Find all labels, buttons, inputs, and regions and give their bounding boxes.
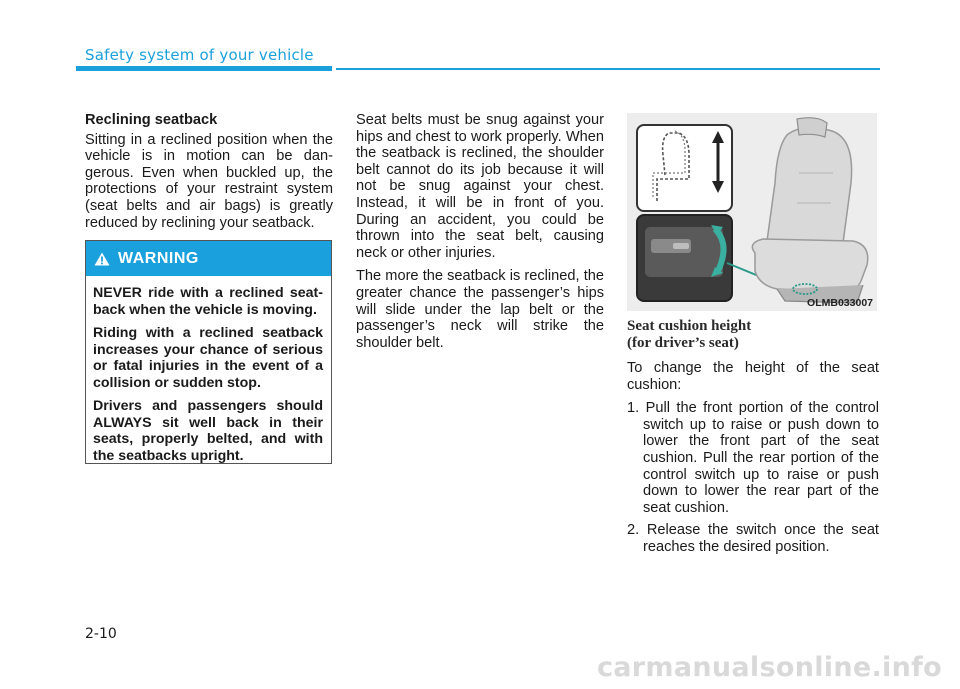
- right-column: [627, 318, 879, 562]
- seat-cushion-heading: [627, 318, 879, 352]
- warning-text-1: NEVER ride with a reclined seat- back when the vehicle is moving.: [93, 285, 323, 318]
- seat-cushion-heading-line2: (for driver’s seat): [627, 335, 739, 351]
- seat-cushion-heading-line1: Seat cushion height: [627, 318, 752, 334]
- step-item-2: 2. Release the switch once the seat reaches the desired position.: [627, 522, 879, 555]
- reclining-seatback-text: Sitting in a reclined position when the vehicle is in motion can be dan- gerous. Even when buckled up, the protections of your restraint system (seat belts and air bags) is greatly reduced by reclining your seatback.: [85, 131, 333, 231]
- warning-text-2: Riding with a reclined seatback increases your chance of serious or fatal injuries in the event of a collision or sudden stop.: [93, 325, 323, 391]
- header-rule-thick: [76, 66, 332, 71]
- warning-text-3: Drivers and passengers should ALWAYS sit well back in their seats, properly belted, and with the seatbacks upright.: [93, 398, 323, 464]
- figure-code: OLMB033007: [807, 297, 873, 309]
- page-number: 2-10: [85, 626, 117, 642]
- warning-triangle-icon: [94, 252, 110, 266]
- seat-cushion-steps: [627, 400, 879, 555]
- reclining-seatback-heading: Reclining seatback: [85, 112, 218, 128]
- seat-illustration: [627, 113, 877, 311]
- watermark: carmanualsonline.info: [596, 652, 942, 683]
- seat-belt-paragraph-1: Seat belts must be snug against your hips and chest to work properly. When the seatback is reclined, the shoulder belt cannot do its job because it will not be snug against your chest. Instead, it will be in front of you. During an accident, you could be thrown into the seat belt, causing neck or other injuries.: [356, 112, 604, 261]
- seat-illustration-drawing: [627, 113, 877, 311]
- middle-column: [356, 112, 604, 358]
- warning-header: [86, 241, 331, 276]
- seat-cushion-intro: To change the height of the seat cushion:: [627, 360, 879, 393]
- step-item-1: 1. Pull the front portion of the control switch up to raise or push down to lower the front part of the seat cushion. Pull the rear portion of the control switch up to raise or push down to lower the rear part of the seat cushion.: [627, 400, 879, 516]
- left-column: [85, 112, 333, 238]
- warning-body: [86, 276, 331, 464]
- header-rule-thin: [336, 68, 880, 70]
- warning-label: WARNING: [118, 249, 199, 267]
- seat-belt-paragraph-2: The more the seatback is reclined, the greater chance the passenger’s hips will slide under the lap belt or the passenger’s neck will strike the shoulder belt.: [356, 268, 604, 351]
- warning-box: [85, 240, 332, 464]
- section-title: Safety system of your vehicle: [85, 46, 314, 64]
